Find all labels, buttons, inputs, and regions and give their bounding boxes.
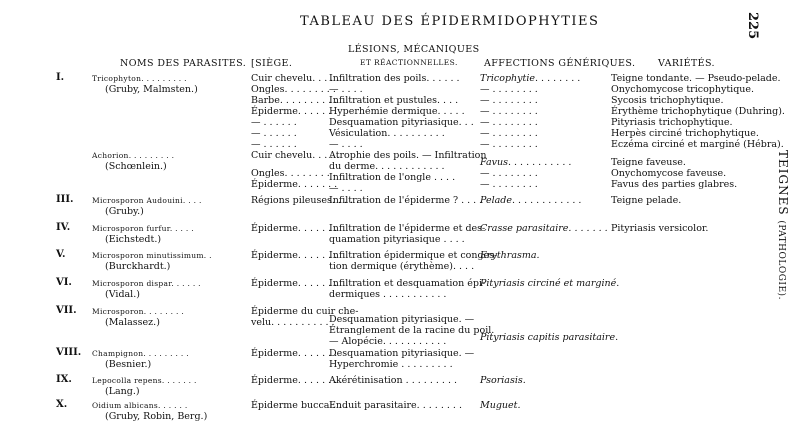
siege-cell: Épiderme. . . . . . . xyxy=(251,250,338,261)
affection-cell: — . . . . . . . . xyxy=(480,106,538,117)
side-running-title xyxy=(776,150,790,300)
parasite-authors: (Eichstedt.) xyxy=(105,234,162,245)
lesion-cell: — . . . . xyxy=(329,84,363,95)
lesion-cell: Infiltration et pustules. . . . xyxy=(329,95,459,106)
parasite-name: Microsporon minutissimum. . xyxy=(92,251,212,260)
lesion-cell: dermiques . . . . . . . . . . . xyxy=(329,289,447,300)
affection-cell: Favus. . . . . . . . . . . xyxy=(480,157,572,168)
lesion-cell: Hyperchromie . . . . . . . . . xyxy=(329,359,453,370)
lesion-cell: Infiltration et desquamation épi- xyxy=(329,278,486,289)
lesion-cell: du derme. . . . . . . . . . . . xyxy=(329,161,445,172)
affection-cell: — . . . . . . . . xyxy=(480,117,538,128)
siege-cell: velu. . . . . . . . . . . xyxy=(251,317,335,328)
page-title: TABLEAU DES ÉPIDERMIDOPHYTIES xyxy=(300,14,600,29)
row-number: III. xyxy=(56,194,74,205)
parasite-authors: (Lang.) xyxy=(105,386,140,397)
variety-cell: Teigne pelade. xyxy=(611,195,682,206)
variety-cell: Pityriasis versicolor. xyxy=(611,223,709,234)
variety-cell: Onychomycose faveuse. xyxy=(611,168,727,179)
lesion-cell: Enduit parasitaire. . . . . . . . xyxy=(329,400,462,411)
lesion-cell: Hyperhémie dermique. . . . . xyxy=(329,106,465,117)
affection-cell: Psoriasis. xyxy=(480,375,526,386)
variety-cell: Teigne tondante. — Pseudo-pelade. xyxy=(611,73,781,84)
row-number: V. xyxy=(56,249,66,260)
row-number: I. xyxy=(56,72,65,83)
lesion-cell: Infiltration de l'ongle . . . . xyxy=(329,172,456,183)
affection-cell: Tricophytie. . . . . . . . xyxy=(480,73,581,84)
siege-cell: — . . . . . . xyxy=(251,139,297,150)
parasite-authors: (Malassez.) xyxy=(105,317,160,328)
variety-cell: Herpès circiné trichophytique. xyxy=(611,128,759,139)
row-number: VIII. xyxy=(56,347,82,358)
header-varietes: VARIÉTÉS. xyxy=(658,58,715,69)
parasite-name: Oidium albicans. . . . . . xyxy=(92,401,188,410)
affection-cell: — . . . . . . . . xyxy=(480,168,538,179)
lesion-cell: — . . . . xyxy=(329,183,363,194)
page-number: 225 xyxy=(745,12,760,40)
siege-cell: — . . . . . . xyxy=(251,117,297,128)
variety-cell: Sycosis trichophytique. xyxy=(611,95,724,106)
parasite-name: Microsporon. . . . . . . . xyxy=(92,307,185,316)
lesion-cell: — . . . . xyxy=(329,139,363,150)
lesion-cell: Infiltration de l'épiderme ? . . . . xyxy=(329,195,483,206)
lesion-cell: Étranglement de la racine du poil. xyxy=(329,325,495,336)
parasite-name: Microsporon dispar. . . . . . xyxy=(92,279,201,288)
siege-cell: Ongles. . . . . . . . . xyxy=(251,168,336,179)
siege-cell: Barbe. . . . . . . . . . xyxy=(251,95,338,106)
header-lesions: LÉSIONS, MÉCANIQUES xyxy=(348,44,480,55)
lesion-cell: Desquamation pityriasique. — xyxy=(329,348,475,359)
variety-cell: Pityriasis trichophytique. xyxy=(611,117,733,128)
siege-cell: Épiderme. . . . . . . xyxy=(251,106,338,117)
parasite-authors: (Schœnlein.) xyxy=(105,161,167,172)
affection-cell: — . . . . . . . . xyxy=(480,84,538,95)
lesion-cell: Infiltration épidermique et conges- xyxy=(329,250,498,261)
affection-cell: — . . . . . . . . xyxy=(480,139,538,150)
affection-cell: — . . . . . . . . xyxy=(480,179,538,190)
row-number: X. xyxy=(56,399,68,410)
row-number: IV. xyxy=(56,222,71,233)
siege-cell: Épiderme buccal. . . xyxy=(251,400,348,411)
siege-cell: Régions pileuses. . . . . xyxy=(251,195,360,206)
parasite-authors: (Gruby, Malmsten.) xyxy=(105,84,198,95)
parasite-name: Achorion. . . . . . . . . xyxy=(92,151,175,160)
affection-cell: — . . . . . . . . xyxy=(480,128,538,139)
lesion-cell: Infiltration de l'épiderme et des- xyxy=(329,223,486,234)
siege-cell: Épiderme. . . . . . . xyxy=(251,223,338,234)
parasite-authors: (Besnier.) xyxy=(105,359,152,370)
lesion-cell: Vésiculation. . . . . . . . . . xyxy=(329,128,445,139)
parasite-name: Lepocolla repens. . . . . . . xyxy=(92,376,197,385)
siege-cell: Ongles. . . . . . . . . xyxy=(251,84,336,95)
affection-cell: Pityriasis capitis parasitaire. xyxy=(480,332,619,343)
lesion-cell: tion dermique (érythème). . . . xyxy=(329,261,475,272)
affection-cell: — . . . . . . . . xyxy=(480,95,538,106)
parasite-name: Microsporon Audouini. . . . xyxy=(92,196,202,205)
parasite-name: Microsporon furfur. . . . . xyxy=(92,224,194,233)
parasite-name: Tricophyton. . . . . . . . . xyxy=(92,74,187,83)
parasite-authors: (Vidal.) xyxy=(105,289,140,300)
parasite-name: Champignon. . . . . . . . . xyxy=(92,349,189,358)
lesion-cell: Infiltration des poils. . . . . . xyxy=(329,73,460,84)
affection-cell: Muguet. xyxy=(480,400,521,411)
side-title: TEIGNES xyxy=(776,150,790,216)
row-number: IX. xyxy=(56,374,72,385)
siege-cell: Épiderme. . . . . . . xyxy=(251,348,338,359)
variety-cell: Teigne faveuse. xyxy=(611,157,686,168)
lesion-cell: Desquamation pityriasique. . . xyxy=(329,117,474,128)
variety-cell: Érythème trichophytique (Duhring). xyxy=(611,106,785,117)
siege-cell: Épiderme. . . . . . . xyxy=(251,179,338,190)
variety-cell: Onychomycose tricophytique. xyxy=(611,84,755,95)
parasite-authors: (Gruby, Robin, Berg.) xyxy=(105,411,208,422)
siege-cell: Épiderme du cuir che- xyxy=(251,306,359,317)
side-subtitle: (PATHOLOGIE). xyxy=(776,220,786,300)
affection-cell: Pityriasis circiné et marginé. xyxy=(480,278,620,289)
lesion-cell: — Alopécie. . . . . . . . . . . xyxy=(329,336,447,347)
affection-cell: Erythrasma. xyxy=(480,250,540,261)
row-number: VI. xyxy=(56,277,72,288)
header-lesions-sub: ET RÉACTIONNELLES. xyxy=(360,58,458,67)
parasite-authors: (Gruby.) xyxy=(105,206,144,217)
parasite-authors: (Burckhardt.) xyxy=(105,261,171,272)
lesion-cell: Desquamation pityriasique. — xyxy=(329,314,475,325)
header-siege: [SIÈGE. xyxy=(251,58,293,69)
row-number: VII. xyxy=(56,305,77,316)
lesion-cell: Akérétinisation . . . . . . . . . xyxy=(329,375,458,386)
siege-cell: Épiderme. . . . . . . xyxy=(251,375,338,386)
affection-cell: Pelade. . . . . . . . . . . . xyxy=(480,195,582,206)
affection-cell: Crasse parasitaire. . . . . . . xyxy=(480,223,608,234)
lesion-cell: Atrophie des poils. — Infiltration xyxy=(329,150,487,161)
siege-cell: Cuir chevelu. . . . . xyxy=(251,73,340,84)
header-affections: AFFECTIONS GÉNÉRIQUES. xyxy=(484,58,636,69)
lesion-cell: quamation pityriasique . . . . xyxy=(329,234,465,245)
siege-cell: — . . . . . . xyxy=(251,128,297,139)
siege-cell: Cuir chevelu. . . . . xyxy=(251,150,340,161)
siege-cell: Épiderme. . . . . . . xyxy=(251,278,338,289)
variety-cell: Favus des parties glabres. xyxy=(611,179,738,190)
variety-cell: Eczéma circiné et marginé (Hébra). xyxy=(611,139,784,150)
header-parasites: NOMS DES PARASITES. xyxy=(120,58,247,69)
